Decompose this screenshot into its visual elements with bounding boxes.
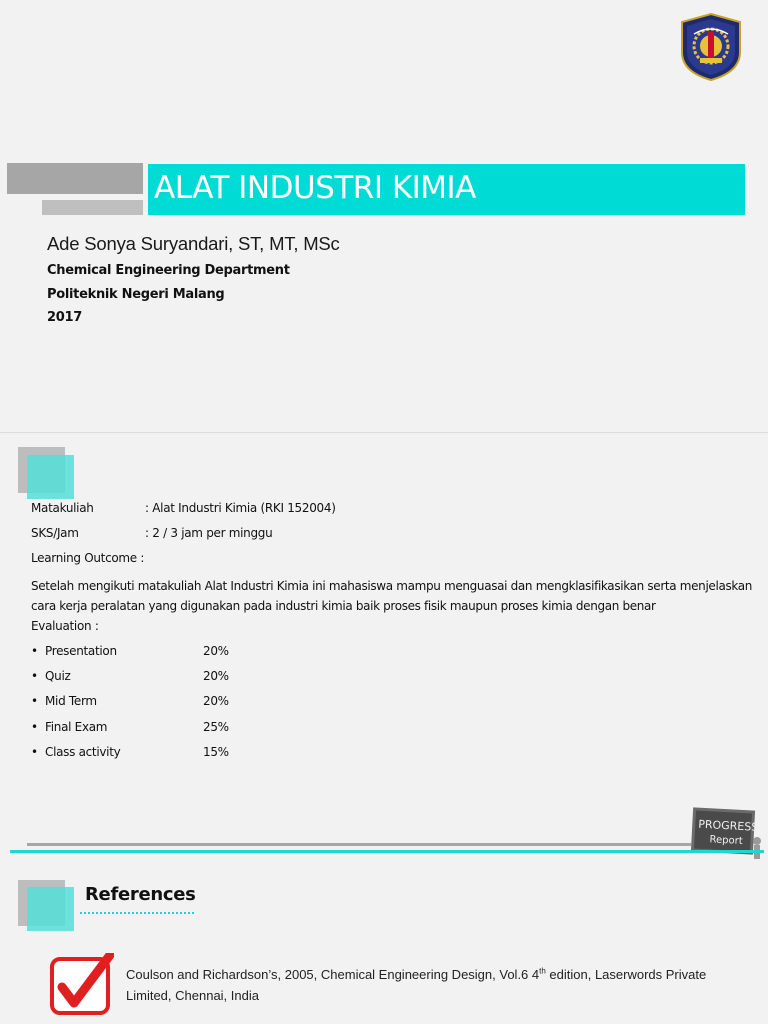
evaluation-item-percent: 20% <box>203 644 229 658</box>
evaluation-item-percent: 25% <box>203 720 229 734</box>
reference-text-rest: edition, Laserwords Private Limited, Chennai, India <box>126 967 707 1003</box>
evaluation-item-label: Final Exam <box>45 720 108 734</box>
sks-label: SKS/Jam <box>31 526 79 540</box>
polinema-logo-icon <box>678 12 744 82</box>
year: 2017 <box>47 310 82 325</box>
evaluation-item-percent: 20% <box>203 694 229 708</box>
title-decor-bar <box>7 163 143 194</box>
title-decor-bar-small <box>42 200 143 215</box>
evaluation-label: Evaluation : <box>31 619 99 633</box>
slide-divider <box>0 432 768 433</box>
reference-item <box>126 964 746 1006</box>
bullet: • <box>31 694 38 708</box>
corner-decor-cyan <box>27 455 74 499</box>
evaluation-item-label: Class activity <box>45 745 121 759</box>
bullet: • <box>31 720 38 734</box>
evaluation-item-percent: 20% <box>203 669 229 683</box>
references-title: References <box>85 884 196 905</box>
reference-text: Coulson and Richardson’s, 2005, Chemical Engineering Design, Vol.6 4 <box>126 967 540 982</box>
institution: Politeknik Negeri Malang <box>47 287 225 302</box>
bullet: • <box>31 669 38 683</box>
sks-value: : 2 / 3 jam per minggu <box>145 526 273 540</box>
learning-outcome-label: Learning Outcome : <box>31 551 145 565</box>
course-title: ALAT INDUSTRI KIMIA <box>154 170 476 206</box>
matakuliah-value: : Alat Industri Kimia (RKI 152004) <box>145 501 336 515</box>
matakuliah-label: Matakuliah <box>31 501 94 515</box>
divider-line-gray <box>27 843 691 846</box>
bullet: • <box>31 745 38 759</box>
author-name: Ade Sonya Suryandari, ST, MT, MSc <box>47 233 340 254</box>
evaluation-item-label: Quiz <box>45 669 71 683</box>
matakuliah-row <box>31 501 336 515</box>
reference-superscript: th <box>539 966 546 976</box>
svg-text:PROGRESS: PROGRESS <box>697 817 759 834</box>
evaluation-item-label: Mid Term <box>45 694 97 708</box>
corner-decor-cyan <box>27 887 74 931</box>
evaluation-item-label: Presentation <box>45 644 117 658</box>
svg-text:Report: Report <box>709 834 743 848</box>
references-underline <box>80 912 194 914</box>
department: Chemical Engineering Department <box>47 263 290 278</box>
bullet: • <box>31 644 38 658</box>
sks-row <box>31 526 273 540</box>
divider-line-cyan <box>10 850 764 853</box>
checkmark-icon <box>48 953 114 1017</box>
learning-outcome-text: Setelah mengikuti matakuliah Alat Industri Kimia ini mahasiswa mampu menguasai dan mengklasifikasikan serta menjelaskan cara kerja peralatan yang digunakan pada industri kimia baik proses fisik maupun proses kimia dengan benar <box>31 579 752 613</box>
evaluation-item-percent: 15% <box>203 745 229 759</box>
title-slide <box>0 0 768 432</box>
